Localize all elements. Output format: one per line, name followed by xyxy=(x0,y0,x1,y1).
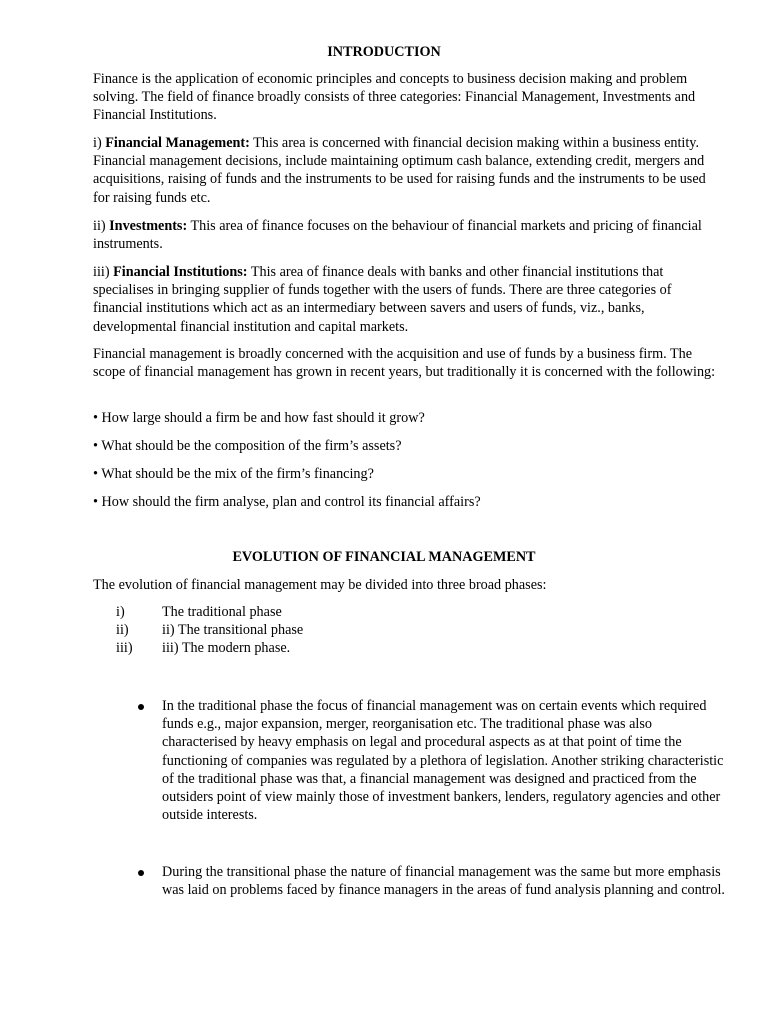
phase-label: iii) The modern phase. xyxy=(162,640,291,657)
evolution-heading: EVOLUTION OF FINANCIAL MANAGEMENT xyxy=(232,549,536,565)
item-prefix: ii) xyxy=(93,218,110,234)
phase-list xyxy=(116,603,303,658)
question-item: • What should be the mix of the firm’s financing? xyxy=(93,466,374,482)
question-item: • How large should a firm be and how fast should it grow? xyxy=(93,410,425,426)
question-item: • How should the firm analyse, plan and control its financial affairs? xyxy=(93,494,481,510)
phase-label: ii) The transitional phase xyxy=(162,622,304,639)
item-text: This area of finance deals with banks and other financial institutions that specialises in bringing supplier of funds together with the users of funds. There are three categories of financial institutions which act as an intermediary between savers and users of funds, viz., banks, developmental financial institution and capital markets. xyxy=(93,264,672,335)
bullet-icon xyxy=(138,704,144,710)
financial-management-paragraph xyxy=(93,134,717,207)
phase-item xyxy=(116,621,303,639)
traditional-phase-bullet xyxy=(138,697,728,824)
financial-institutions-paragraph xyxy=(93,263,717,336)
item-term: Financial Management: xyxy=(105,135,250,151)
phase-item xyxy=(116,639,303,657)
item-text: This area of finance focuses on the behaviour of financial markets and pricing of financial instruments. xyxy=(93,218,702,253)
bullet-text: In the traditional phase the focus of financial management was on certain events which required funds e.g., major expansion, merger, reorganisation etc. The traditional phase was also characterised by heavy emphasis on legal and procedural aspects as at that point of time the functioning of companies was regulated by a plethora of legislation. Another striking characteristic of the traditional phase was that, a financial management was designed and practiced from the outsiders point of view mainly those of investment bankers, lenders, regulatory agencies and other outside interests. xyxy=(162,698,724,824)
phase-number: i) xyxy=(116,604,125,620)
scope-paragraph: Financial management is broadly concerned with the acquisition and use of funds by a business firm. The scope of financial management has grown in recent years, but traditionally it is concerned with the following: xyxy=(93,346,716,381)
question-item: • What should be the composition of the firm’s assets? xyxy=(93,438,402,454)
phase-item xyxy=(116,603,303,621)
introduction-heading: INTRODUCTION xyxy=(327,44,441,60)
transitional-phase-bullet xyxy=(138,863,728,899)
bullet-icon xyxy=(138,870,144,876)
bullet-text: During the transitional phase the nature of financial management was the same but more emphasis was laid on problems faced by finance managers in the areas of fund analysis planning and control. xyxy=(162,864,725,899)
phase-number: ii) xyxy=(116,622,129,639)
intro-paragraph: Finance is the application of economic principles and concepts to business decision making and problem solving. The field of finance broadly consists of three categories: Financial Management, Investments and Financial Institutions. xyxy=(93,71,696,124)
investments-paragraph xyxy=(93,217,717,253)
item-term: Investments: xyxy=(109,218,188,234)
item-term: Financial Institutions: xyxy=(113,264,248,280)
item-prefix: iii) xyxy=(93,264,114,280)
item-text: This area is concerned with financial decision making within a business entity. Financial management decisions, include maintaining optimum cash balance, extending credit, mergers and acquisitions, raising of funds and the instruments to be used for raising funds and the instruments to be used for raising funds etc. xyxy=(93,135,706,206)
evolution-intro: The evolution of financial management may be divided into three broad phases: xyxy=(93,577,547,593)
item-prefix: i) xyxy=(93,135,106,151)
phase-label: The traditional phase xyxy=(162,604,282,620)
phase-number: iii) xyxy=(116,640,133,657)
